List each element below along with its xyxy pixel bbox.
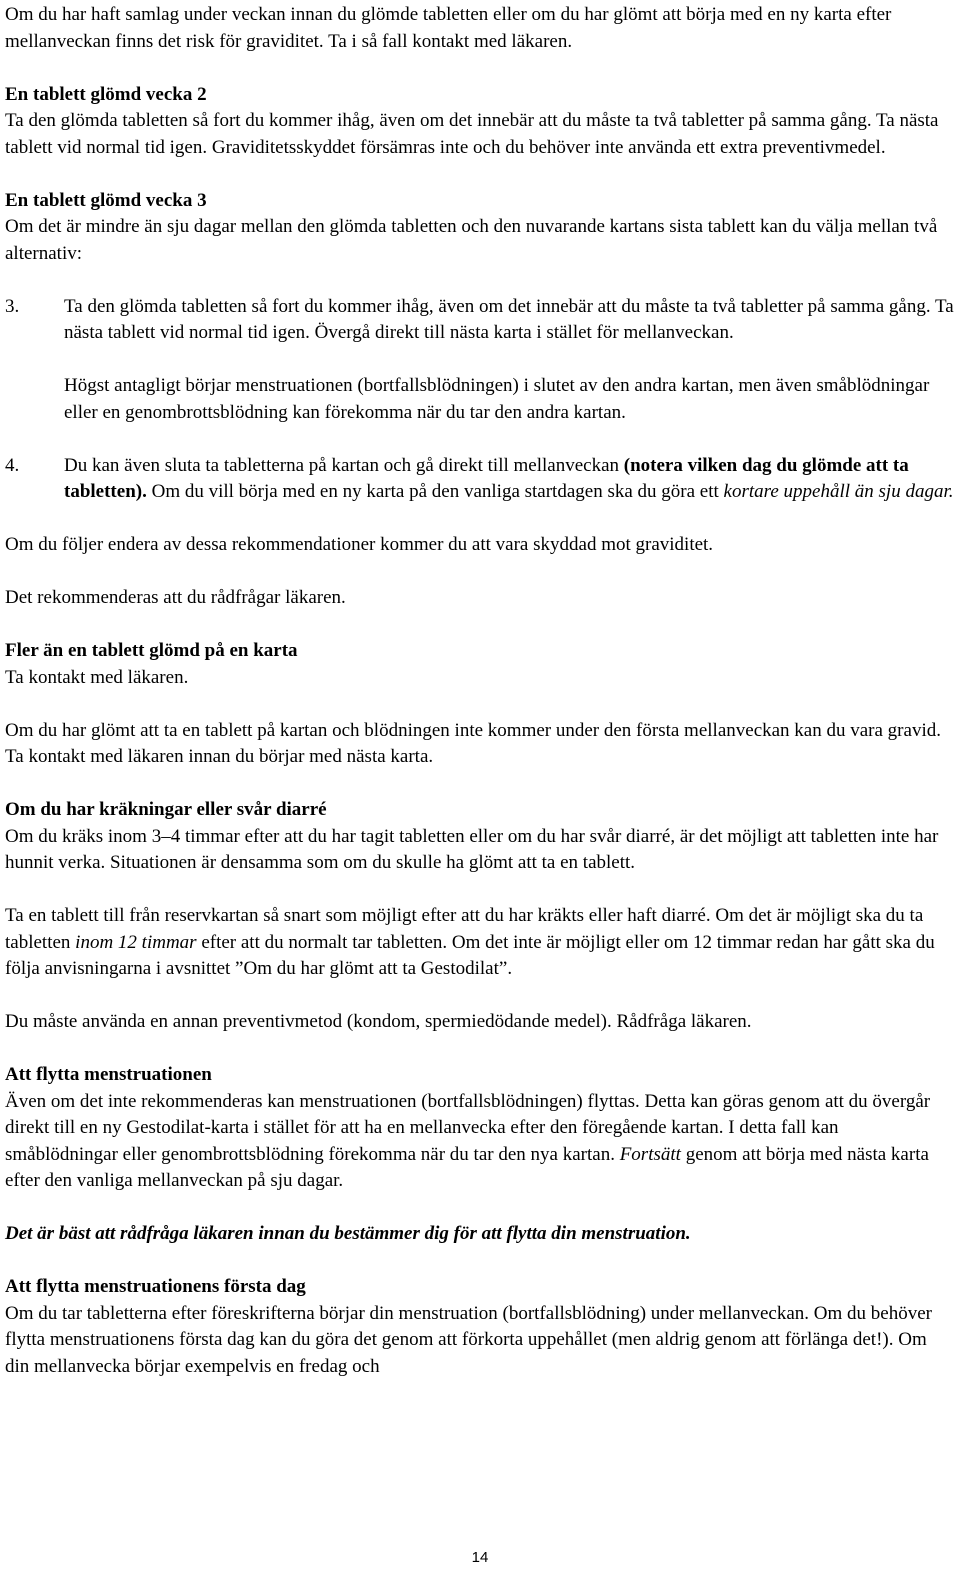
section-vomit <box>5 797 955 877</box>
option-3-note: Högst antagligt börjar menstruationen (bortfallsblödningen) i slutet av den andra kartan, men även småblödningar eller en genombrottsblödning kan förekomma när du tar den andra kartan. <box>64 375 930 423</box>
option-4-text: Du kan även sluta ta tabletterna på kartan och gå direkt till mellanveckan (notera vilken dag du glömde att ta tabletten). Om du vill börja med en ny karta på den vanliga startdagen ska du göra ett kortare uppehåll än sju dagar. <box>64 454 954 502</box>
vomit-body: Om du kräks inom 3–4 timmar efter att du har tagit tabletten eller om du har svår diarré, är det möjligt att tabletten inte har hunnit verka. Situationen är densamma som om du skulle ha glömt att ta en tablett. <box>5 825 939 873</box>
vomit-paragraph-3: Du måste använda en annan preventivmetod (kondom, spermiedödande medel). Rådfråga läkaren. <box>5 1011 752 1032</box>
multiple-paragraph: Om du har glömt att ta en tablett på kartan och blödningen inte kommer under den första mellanveckan kan du vara gravid. Ta kontakt med läkaren innan du börjar med nästa karta. <box>5 719 941 767</box>
move-body: Även om det inte rekommenderas kan menstruationen (bortfallsblödningen) flyttas. Detta kan göras genom att du övergår direkt till en ny Gestodilat-karta i stället för att ha en mellanvecka efter den föregående kartan. I detta fall kan småblödningar eller genombrottsblödning förekomma när du tar den nya kartan. Fortsätt genom att börja med nästa karta efter den vanliga mellanveckan på sju dagar. <box>5 1090 931 1191</box>
section-move <box>5 1062 955 1195</box>
option-3-number: 3. <box>5 295 20 317</box>
heading-first-day: Att flytta menstruationens första dag <box>5 1276 306 1297</box>
advice-paragraph: Det rekommenderas att du rådfrågar läkaren. <box>5 587 346 608</box>
section-first-day <box>5 1274 955 1380</box>
heading-vomit: Om du har kräkningar eller svår diarré <box>5 799 327 820</box>
vomit-paragraph-2: Ta en tablett till från reservkartan så snart som möjligt efter att du har kräkts eller haft diarré. Om det är möjligt ska du ta tabletten inom 12 timmar efter att du normalt tar tabletten. Om det inte är möjligt eller om 12 timmar redan har gått ska du följa anvisningarna i avsnittet ”Om du har glömt att ta Gestodilat”. <box>5 905 935 979</box>
move-note: Det är bäst att rådfråga läkaren innan du bestämmer dig för att flytta din menstruation. <box>5 1223 691 1244</box>
week-2-body: Ta den glömda tabletten så fort du kommer ihåg, även om det innebär att du måste ta två tabletter på samma gång. Ta nästa tablett vid normal tid igen. Graviditetsskyddet försämras inte och du behöver inte använda ett extra preventivmedel. <box>5 110 939 158</box>
follow-paragraph: Om du följer endera av dessa rekommendationer kommer du att vara skyddad mot graviditet. <box>5 534 714 555</box>
heading-week-3: En tablett glömd vecka 3 <box>5 189 207 211</box>
section-week-2 <box>5 82 955 162</box>
heading-move: Att flytta menstruationen <box>5 1064 212 1085</box>
option-3-text: Ta den glömda tabletten så fort du kommer ihåg, även om det innebär att du måste ta två tabletter på samma gång. Ta nästa tablett vid normal tid igen. Övergå direkt till nästa karta i stället för mellanveckan. <box>64 295 954 343</box>
page-number: 14 <box>471 1549 489 1566</box>
heading-week-2: En tablett glömd vecka 2 <box>5 83 207 105</box>
option-4-number: 4. <box>5 454 20 476</box>
option-4 <box>5 453 955 506</box>
intro-paragraph: Om du har haft samlag under veckan innan du glömde tabletten eller om du har glömt att börja med en ny karta efter mellanveckan finns det risk för graviditet. Ta i så fall kontakt med läkaren. <box>5 4 892 52</box>
option-3 <box>5 294 955 347</box>
section-week-3 <box>5 188 955 268</box>
week-3-body: Om det är mindre än sju dagar mellan den glömda tabletten och den nuvarande kartans sista tablett kan du välja mellan två alternativ: <box>5 216 938 264</box>
first-day-body: Om du tar tabletterna efter föreskrifterna börjar din menstruation (bortfallsblödning) under mellanveckan. Om du behöver flytta menstruationens första dag kan du göra det genom att förkorta uppehållet (men aldrig genom att förlänga det!). Om din mellanvecka börjar exempelvis en fredag och <box>5 1302 932 1377</box>
multiple-body: Ta kontakt med läkaren. <box>5 666 189 688</box>
section-multiple <box>5 638 955 691</box>
heading-multiple: Fler än en tablett glömd på en karta <box>5 640 298 661</box>
document-page <box>5 2 955 1380</box>
